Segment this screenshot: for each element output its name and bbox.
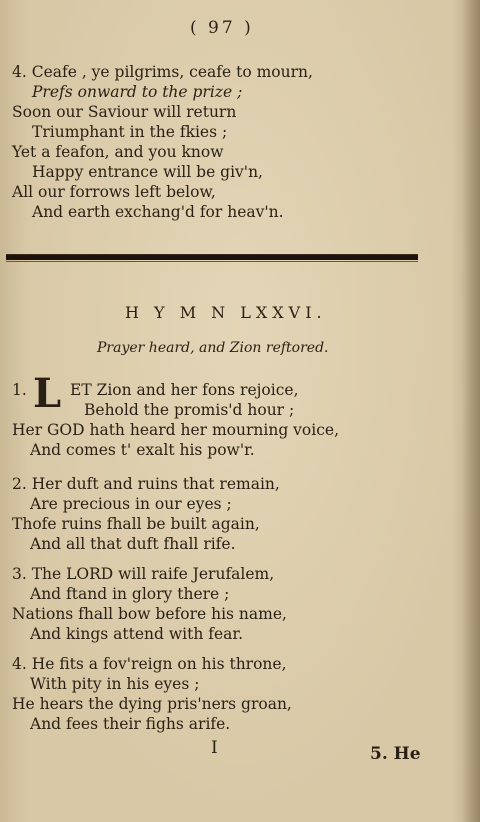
catchword: 5. He — [370, 744, 421, 764]
stanza-3-line-4: And kings attend with fear. — [30, 625, 244, 643]
stanza-4-line-4: And fees their fighs arife. — [30, 715, 231, 733]
prev-stanza-line-1: 4. Ceafe , ye pilgrims, ceafe to mourn, — [12, 63, 313, 81]
prev-stanza-line-8: And earth exchang'd for heav'n. — [32, 203, 284, 221]
prev-stanza-line-4: Triumphant in the fkies ; — [32, 123, 228, 141]
section-divider-hairline — [6, 261, 418, 262]
stanza-1-line-1: ET Zion and her fons rejoice, — [70, 381, 299, 399]
stanza-2-line-3: Thofe ruins fhall be built again, — [12, 515, 260, 533]
drop-cap-letter: L — [33, 370, 62, 417]
page-edge-shadow — [462, 0, 480, 822]
stanza-3-line-1: 3. The LORD will raife Jerufalem, — [12, 565, 275, 583]
prev-stanza-line-7: All our forrows left below, — [12, 183, 216, 201]
stanza-4-line-3: He hears the dying pris'ners groan, — [12, 695, 292, 713]
stanza-1-line-4: And comes t' exalt his pow'r. — [30, 441, 255, 459]
stanza-2-line-2: Are precious in our eyes ; — [30, 495, 232, 513]
stanza-2-line-1: 2. Her duft and ruins that remain, — [12, 475, 280, 493]
stanza-2-line-4: And all that duft fhall rife. — [30, 535, 236, 553]
stanza-1-line-2: Behold the promis'd hour ; — [84, 401, 295, 419]
hymn-title: H Y M N LXXVI. — [125, 303, 327, 322]
prev-stanza-line-6: Happy entrance will be giv'n, — [32, 163, 263, 181]
stanza-1-number: 1. — [12, 381, 27, 399]
hymn-subtitle: Prayer heard, and Zion reftored. — [97, 340, 329, 356]
prev-stanza-line-5: Yet a feafon, and you know — [12, 143, 224, 161]
stanza-4-line-2: With pity in his eyes ; — [30, 675, 200, 693]
page-number: ( 97 ) — [190, 18, 254, 38]
section-divider-rule — [6, 254, 418, 260]
stanza-4-line-1: 4. He fits a fov'reign on his throne, — [12, 655, 287, 673]
stanza-3-line-2: And ftand in glory there ; — [30, 585, 230, 603]
prev-stanza-line-3: Soon our Saviour will return — [12, 103, 237, 121]
stanza-3-line-3: Nations fhall bow before his name, — [12, 605, 287, 623]
printer-signature-mark: I — [211, 738, 218, 758]
prev-stanza-line-2: Prefs onward to the prize ; — [32, 83, 243, 101]
stanza-1-line-3: Her GOD hath heard her mourning voice, — [12, 421, 339, 439]
